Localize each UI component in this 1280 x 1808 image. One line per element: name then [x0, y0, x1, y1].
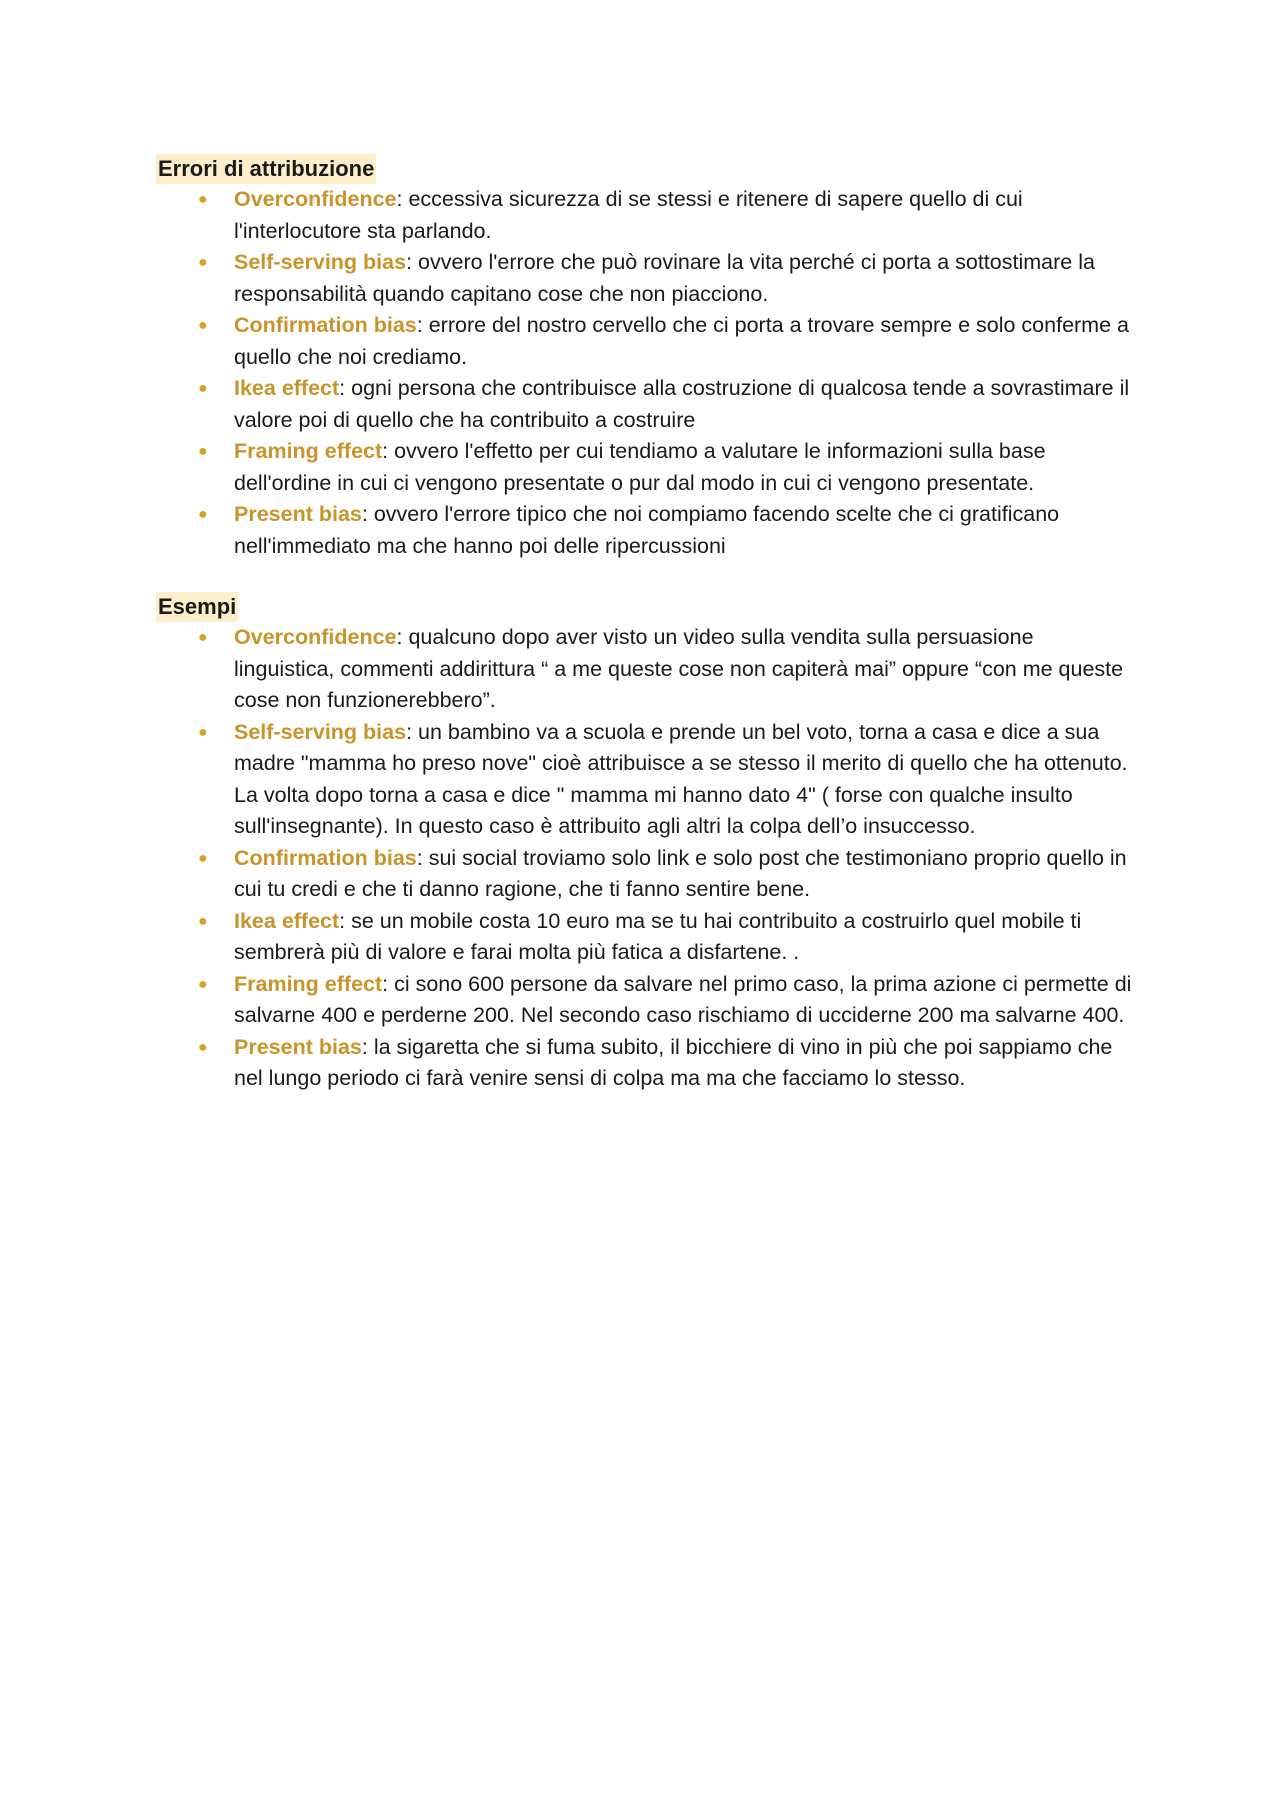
- list-item: [156, 717, 1136, 843]
- bullet-icon: ●: [198, 1038, 208, 1056]
- bullet-icon: ●: [198, 723, 208, 741]
- definition: : ovvero l'effetto per cui tendiamo a valutare le informazioni sulla base dell'ordine in cui ci vengono presentate o pur dal modo in cui ci vengono presentate.: [234, 439, 1046, 495]
- list-item: [156, 1032, 1136, 1095]
- section-attribution-errors: [156, 154, 1136, 562]
- list-item: [156, 184, 1136, 247]
- list-item: [156, 969, 1136, 1032]
- list-item: [156, 436, 1136, 499]
- bullet-icon: ●: [198, 975, 208, 993]
- bullet-icon: ●: [198, 254, 208, 271]
- definition: : ovvero l'errore tipico che noi compiamo facendo scelte che ci gratificano nell'immediato ma che hanno poi delle ripercussioni: [234, 502, 1060, 558]
- definition: : ovvero l'errore che può rovinare la vita perché ci porta a sottostimare la responsabilità quando capitano cose che non piacciono.: [234, 250, 1095, 306]
- bullet-list: [156, 184, 1136, 562]
- list-item: [156, 622, 1136, 717]
- bullet-icon: ●: [198, 317, 208, 334]
- document-page: [156, 154, 1136, 1125]
- bullet-icon: ●: [198, 191, 208, 208]
- definition: : eccessiva sicurezza di se stessi e ritenere di sapere quello di cui l'interlocutore sta parlando.: [234, 187, 1023, 243]
- definition: : ci sono 600 persone da salvare nel primo caso, la prima azione ci permette di salvarne 400 e perderne 200. Nel secondo caso rischiamo di ucciderne 200 ma salvarne 400.: [234, 971, 1132, 1027]
- term: Overconfidence: [234, 187, 397, 211]
- definition: : un bambino va a scuola e prende un bel voto, torna a casa e dice a sua madre "mamma ho preso nove" cioè attribuisce a se stesso il merito di quello che ha ottenuto. La volta dopo torna a casa e dice " mamma mi hanno dato 4" ( forse con qualche insulto sull'insegnante). In questo caso è attribuito agli altri la colpa dell’o insuccesso.: [234, 719, 1128, 838]
- term: Ikea effect: [234, 908, 340, 933]
- definition: : la sigaretta che si fuma subito, il bicchiere di vino in più che poi sappiamo che nel lungo periodo ci farà venire sensi di colpa ma ma che facciamo lo stesso.: [234, 1034, 1113, 1090]
- list-item: [156, 373, 1136, 436]
- list-item: [156, 247, 1136, 310]
- term: Present bias: [234, 1034, 362, 1059]
- definition: : errore del nostro cervello che ci porta a trovare sempre e solo conferme a quello che noi crediamo.: [234, 313, 1129, 369]
- definition: : se un mobile costa 10 euro ma se tu hai contribuito a costruirlo quel mobile ti sembrerà più di valore e farai molta più fatica a disfartene. .: [234, 908, 1082, 964]
- definition: : qualcuno dopo aver visto un video sulla vendita sulla persuasione linguistica, commenti addirittura “ a me queste cose non capiterà mai” oppure “con me queste cose non funzionerebbero”.: [234, 625, 1124, 712]
- term: Confirmation bias: [234, 845, 417, 870]
- list-item: [156, 843, 1136, 906]
- term: Self-serving bias: [234, 719, 407, 744]
- term: Self-serving bias: [234, 250, 407, 274]
- bullet-icon: ●: [198, 380, 208, 397]
- bullet-icon: ●: [198, 506, 208, 523]
- section-heading: Esempi: [156, 592, 238, 622]
- bullet-list: [156, 622, 1136, 1095]
- term: Overconfidence: [234, 625, 397, 649]
- definition: : sui social troviamo solo link e solo post che testimoniano proprio quello in cui tu credi e che ti danno ragione, che ti fanno sentire bene.: [234, 845, 1127, 901]
- list-item: [156, 906, 1136, 969]
- definition: : ogni persona che contribuisce alla costruzione di qualcosa tende a sovrastimare il valore poi di quello che ha contribuito a costruire: [234, 376, 1130, 432]
- section-examples: [156, 592, 1136, 1095]
- term: Ikea effect: [234, 376, 340, 400]
- bullet-icon: ●: [198, 912, 208, 930]
- list-item: [156, 499, 1136, 562]
- bullet-icon: ●: [198, 629, 208, 646]
- section-heading: Errori di attribuzione: [156, 154, 376, 184]
- term: Framing effect: [234, 439, 383, 463]
- bullet-icon: ●: [198, 849, 208, 867]
- term: Confirmation bias: [234, 313, 417, 337]
- term: Present bias: [234, 502, 362, 526]
- bullet-icon: ●: [198, 443, 208, 460]
- list-item: [156, 310, 1136, 373]
- term: Framing effect: [234, 971, 383, 996]
